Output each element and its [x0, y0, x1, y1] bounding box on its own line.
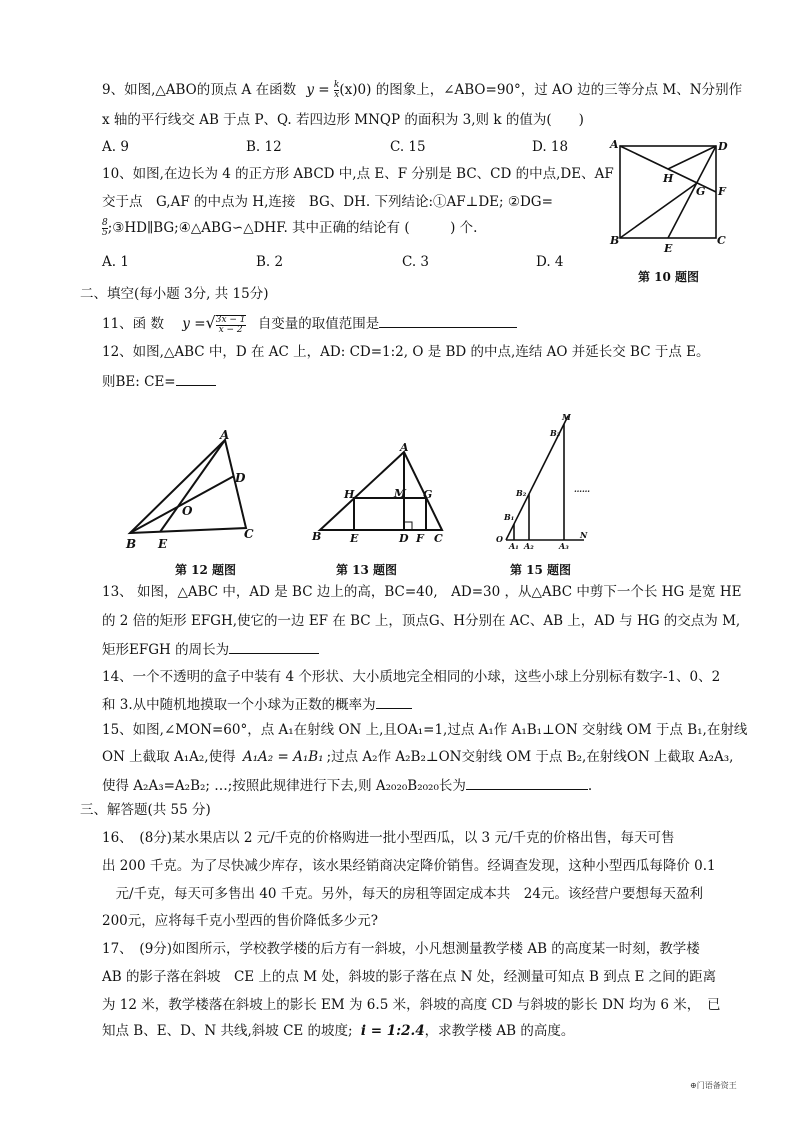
fig15-label-N: N: [580, 530, 588, 540]
fig13-caption: 第 13 题图: [336, 563, 398, 577]
fig12-label-O: O: [182, 504, 193, 518]
q11-answer-blank[interactable]: [379, 313, 517, 328]
figure-15: [492, 410, 602, 550]
q14-line2: 和 3.从中随机地摸取一个小球为正数的概率为: [102, 694, 412, 714]
q14-answer-blank[interactable]: [376, 694, 412, 709]
q9-option-b: B. 12: [246, 139, 282, 155]
q16-line3: 元/千克，每天可多售出 40 千克。另外，每天的房租等固定成本共 24元。该经营户要想每天盈利: [102, 886, 703, 902]
fig10-line-DE: [668, 146, 716, 238]
fig10-line-DH: [668, 146, 716, 169]
q9-func-y: y =: [306, 82, 330, 98]
fig13-label-G: G: [423, 488, 433, 501]
q13-line2: 的 2 倍的矩形 EFGH,使它的一边 EF 在 BC 上，顶点G、H分别在 AC、AB 上，AD 与 HG 的交点为 M,: [102, 613, 741, 629]
fig15-label-B1: B₁: [504, 512, 515, 522]
fig10-caption: 第 10 题图: [638, 270, 700, 284]
fig15-label-A2: A₂: [524, 541, 534, 551]
fig15-label-B2: B₂: [516, 488, 527, 498]
fig10-label-B: B: [610, 234, 620, 247]
q12-line1: 12、如图,△ABC 中，D 在 AC 上，AD: CD=1:2, O 是 BD 的中点,连结 AO 并延长交 BC 于点 E。: [102, 344, 710, 360]
fig15-label-M: M: [562, 412, 571, 422]
q14-line1: 14、一个不透明的盒子中装有 4 个形状、大小质地完全相同的小球，这些小球上分别标有数字-1、0、2: [102, 669, 721, 685]
q13-line1: 13、 如图，△ABC 中，AD 是 BC 边上的高，BC=40, AD=30 ，从△ABC 中剪下一个长 HG 是宽 HE: [102, 584, 742, 600]
fig15-dots: ……: [574, 484, 590, 494]
q15-line1: 15、如图,∠MON=60°，点 A₁在射线 ON 上,且OA₁=1,过点 A₁作 A₁B₁⊥ON 交射线 OM 于点 B₁,在射线: [102, 722, 748, 738]
fig13-label-E: E: [350, 532, 359, 545]
q15-answer-blank[interactable]: [466, 775, 588, 790]
q17-slope-ratio: i = 1:2.4: [360, 1023, 425, 1039]
q9-option-a: A. 9: [102, 139, 129, 155]
q17-line1: 17、 (9分)如图所示，学校教学楼的后方有一斜坡，小凡想测量教学楼 AB 的高度某一时刻，教学楼: [102, 941, 700, 957]
fig10-label-E: E: [664, 242, 673, 255]
figure-12: [124, 430, 264, 550]
fig15-label-A1: A₁: [509, 541, 519, 551]
fig12-caption: 第 12 题图: [175, 563, 237, 577]
q10-line1: 10、如图,在边长为 4 的正方形 ABCD 中,点 E、F 分别是 BC、CD 的中点,DE、AF: [102, 166, 614, 182]
q10-option-b: B. 2: [256, 254, 284, 270]
fig10-label-F: F: [718, 185, 726, 198]
q10-line2: 交于点 G,AF 的中点为 H,连接 BG、DH. 下列结论:①AF⊥DE; ②DG=: [102, 194, 553, 210]
fig15-label-B3: B₃: [550, 428, 561, 438]
fig12-triangle-ABC: [130, 440, 246, 533]
fig10-label-G: G: [696, 185, 706, 198]
q12-answer-blank[interactable]: [176, 371, 216, 386]
q16-line2: 出 200 千克。为了尽快减少库存，该水果经销商决定降价销售。经调查发现，这种小型西瓜每降价 0.1: [102, 858, 716, 874]
footer-logo: ⊕门语备资王: [690, 1081, 737, 1090]
q13-line3: 矩形EFGH 的周长为: [102, 639, 319, 659]
q9-option-d: D. 18: [532, 139, 569, 155]
q9-text-b: 的图象上，∠ABO=90°，过 AO 边的三等分点 M、N分别作: [375, 82, 743, 98]
fig15-label-A3: A₃: [559, 541, 569, 551]
fig13-label-B: B: [312, 530, 322, 543]
fig13-label-F: F: [416, 532, 424, 545]
q9-frac: $\frac{k}{x}$: [333, 80, 340, 100]
q9-line1: [102, 81, 742, 100]
q9-option-c: C. 15: [390, 139, 426, 155]
fig10-label-D: D: [718, 140, 728, 153]
fig13-right-angle: [404, 522, 412, 530]
fig12-label-C: C: [244, 527, 254, 541]
q9-cond: (x)0): [339, 82, 372, 98]
q9-line2: x 轴的平行线交 AB 于点 P、Q. 若四边形 MNQP 的面积为 3,则 k 的值为( ): [102, 112, 584, 128]
fig10-line-BG: [620, 183, 697, 238]
q10-option-d: D. 4: [536, 254, 564, 270]
fig12-label-D: D: [235, 471, 246, 485]
section2-heading: 二、填空(每小题 3分, 共 15分): [80, 286, 269, 302]
q15-line3: 使得 A₂A₃=A₂B₂; …;按照此规律进行下去,则 A₂₀₂₀B₂₀₂₀长为 .: [102, 775, 592, 795]
fig10-label-H: H: [663, 172, 674, 185]
q13-answer-blank[interactable]: [229, 639, 319, 654]
figure-10: [610, 140, 730, 255]
section3-heading: 三、解答题(共 55 分): [80, 802, 211, 818]
fig13-label-A: A: [400, 441, 409, 454]
fig10-label-A: A: [610, 138, 619, 151]
fig13-rectangle-EFGH: [354, 498, 426, 530]
figure-13: [312, 440, 447, 550]
fig13-label-C: C: [434, 532, 443, 545]
fig15-caption: 第 15 题图: [510, 563, 572, 577]
fig13-label-D: D: [399, 532, 409, 545]
q17-line2: AB 的影子落在斜坡 CE 上的点 M 处，斜坡的影子落在点 N 处，经测量可知点 B 到点 E 之间的距离: [102, 969, 717, 985]
fig13-label-H: H: [344, 488, 355, 501]
q16-line4: 200元，应将每千克小型西的售价降低多少元?: [102, 913, 379, 929]
fig12-label-B: B: [126, 537, 137, 551]
q11-frac: $\frac{3x - 1}{x - 2}$: [215, 314, 246, 335]
q17-line4: 知点 B、E、D、N 共线,斜坡 CE 的坡度; i = 1:2.4，求教学楼 AB 的高度。: [102, 1023, 575, 1039]
q10-option-c: C. 3: [402, 254, 430, 270]
q12-line2: 则BE: CE=: [102, 371, 216, 391]
fig10-label-C: C: [717, 234, 726, 247]
q10-option-a: A. 1: [102, 254, 129, 270]
fig15-label-O: O: [496, 534, 503, 544]
fig12-label-A: A: [220, 428, 230, 442]
fig12-label-E: E: [158, 537, 168, 551]
q10-line3: $\frac{8}{5}$ ;③HD∥BG;④△ABG∽△DHF. 其中正确的结论有 ( ) 个.: [102, 218, 478, 238]
q9-text-a: 9、如图,△ABO的顶点 A 在函数: [102, 82, 297, 98]
q17-line3: 为 12 米，教学楼落在斜坡上的影长 EM 为 6.5 米，斜坡的高度 CD 与斜坡的影长 DN 均为 6 米， 已: [102, 997, 721, 1013]
q11-line: 11、函 数 y =√ $\frac{3x - 1}{x - 2}$ 自变量的取值范围是: [102, 313, 517, 335]
q10-frac: $\frac{8}{5}$: [102, 218, 108, 238]
fig13-label-M: M: [394, 487, 407, 500]
q15-line2: ON 上截取 A₁A₂,使得 A₁A₂ = A₁B₁ ;过点 A₂作 A₂B₂⊥ON交射线 OM 于点 B₂,在射线ON 上截取 A₂A₃,: [102, 749, 734, 765]
q16-line1: 16、 (8分)某水果店以 2 元/千克的价格购进一批小型西瓜，以 3 元/千克的价格出售，每天可售: [102, 830, 675, 846]
